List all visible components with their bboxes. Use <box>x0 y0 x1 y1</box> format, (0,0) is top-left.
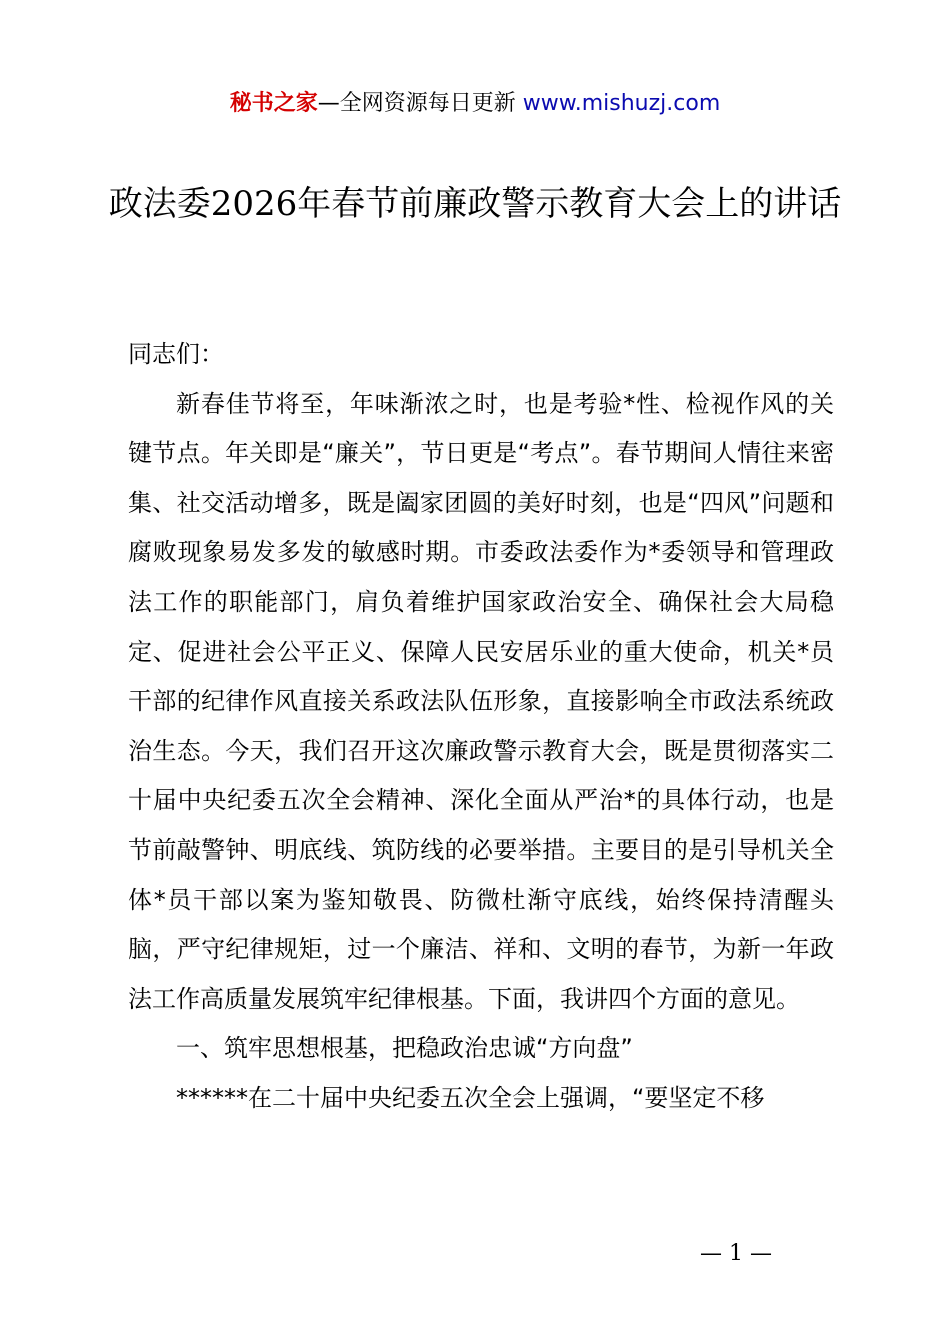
site-header <box>0 88 950 120</box>
site-tagline: —全网资源每日更新 <box>317 91 523 116</box>
body-paragraph: ******在二十届中央纪委五次全会上强调，“要坚定不移 <box>176 1083 765 1112</box>
body-paragraph: 新春佳节将至，年味渐浓之时，也是考验*性、检视作风的关键节点。年关即是“廉关”，节日更是“考点”。春节期间人情往来密集、社交活动增多，既是阖家团圆的美好时刻，也是“四风”问题和腐败现象易发多发的敏感时期。市委政法委作为*委领导和管理政法工作的职能部门，肩负着维护国家政治安全、确保社会大局稳定、促进社会公平正义、保障人民安居乐业的重大使命，机关*员干部的纪律作风直接关系政法队伍形象，直接影响全市政法系统政治生态。今天，我们召开这次廉政警示教育大会，既是贯彻落实二十届中央纪委五次全会精神、深化全面从严治*的具体行动，也是节前敲警钟、明底线、筑防线的必要举措。主要目的是引导机关全体*员干部以案为鉴知敬畏、防微杜渐守底线，始终保持清醒头脑，严守纪律规矩，过一个廉洁、祥和、文明的春节，为新一年政法工作高质量发展筑牢纪律根基。下面，我讲四个方面的意见。 <box>128 389 834 1013</box>
section-heading: 一、筑牢思想根基，把稳政治忠诚“方向盘” <box>176 1034 633 1063</box>
site-brand: 秘书之家 <box>229 91 318 116</box>
document-body <box>128 330 834 1124</box>
document-title: 政法委2026年春节前廉政警示教育大会上的讲话 <box>108 184 842 224</box>
salutation: 同志们： <box>128 340 224 368</box>
site-url-link[interactable]: www.mishuzj.com <box>522 91 721 116</box>
page-number: — 1 — <box>700 1241 772 1266</box>
